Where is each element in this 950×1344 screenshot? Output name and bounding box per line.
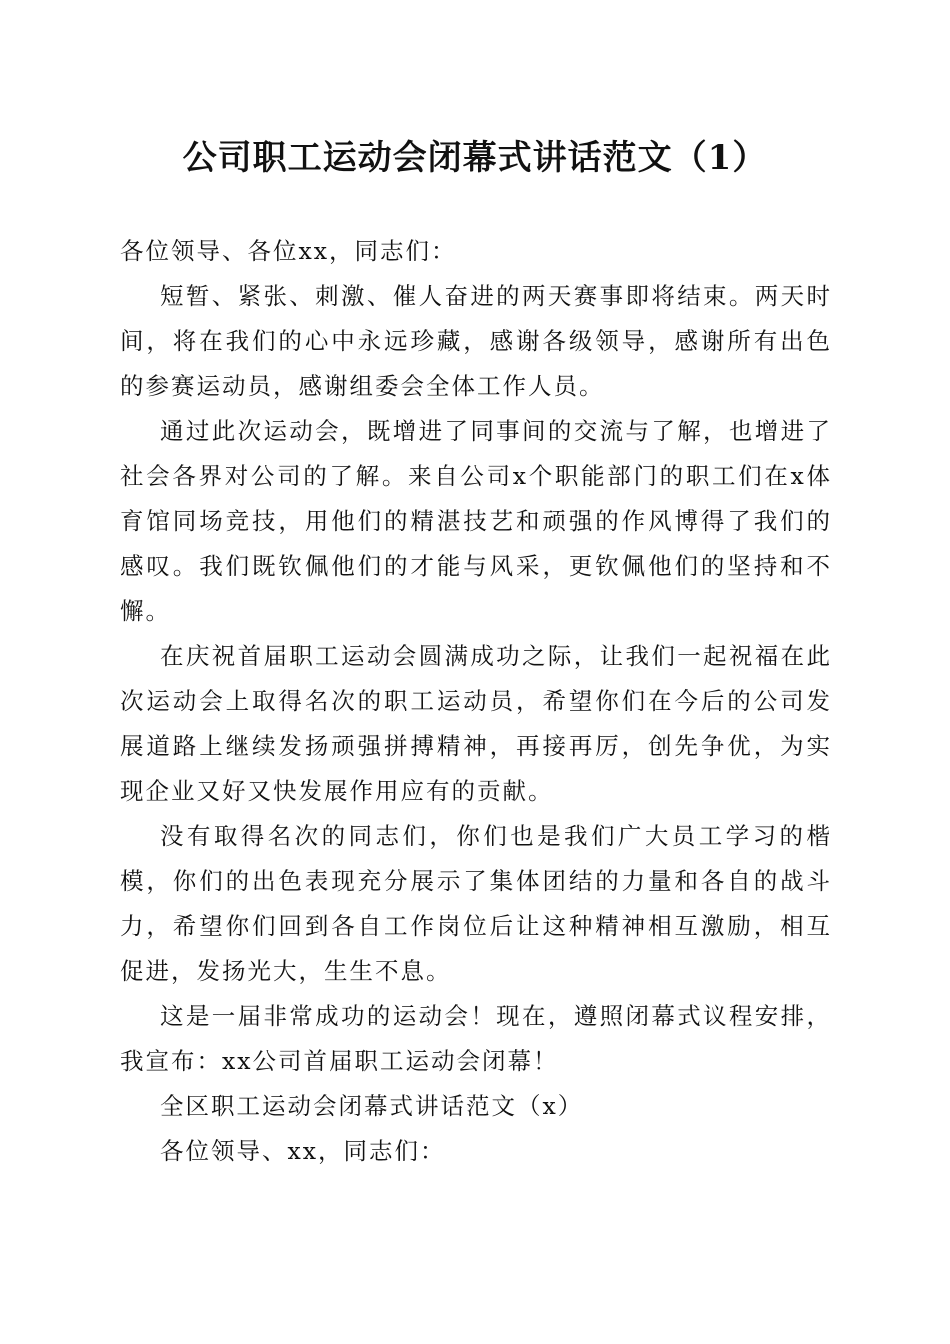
paragraph-4: 没有取得名次的同志们，你们也是我们广大员工学习的楷模，你们的出色表现充分展示了集体团结的力量和各自的战斗力，希望你们回到各自工作岗位后让这种精神相互激励，相互促进，发扬光大，生生不息。 [120, 822, 832, 985]
paragraph-3: 在庆祝首届职工运动会圆满成功之际，让我们一起祝福在此次运动会上取得名次的职工运动员，希望你们在今后的公司发展道路上继续发扬顽强拼搏精神，再接再厉，创先争优，为实现企业又好又快发展作用应有的贡献。 [120, 642, 832, 805]
paragraph-5: 这是一届非常成功的运动会！现在，遵照闭幕式议程安排，我宣布：xx公司首届职工运动会闭幕！ [120, 1002, 832, 1075]
paragraph-2: 通过此次运动会，既增进了同事间的交流与了解，也增进了社会各界对公司的了解。来自公司x个职能部门的职工们在x体育馆同场竞技，用他们的精湛技艺和顽强的作风博得了我们的感叹。我们既钦佩他们的才能与风采，更钦佩他们的坚持和不懈。 [120, 417, 832, 625]
paragraph-salutation: 各位领导、各位xx，同志们： [120, 237, 457, 265]
paragraph-subtitle: 全区职工运动会闭幕式讲话范文（x） [160, 1092, 584, 1120]
paragraph-1: 短暂、紧张、刺激、催人奋进的两天赛事即将结束。两天时间，将在我们的心中永远珍藏，感谢各级领导，感谢所有出色的参赛运动员，感谢组委会全体工作人员。 [120, 282, 832, 400]
document-title: 公司职工运动会闭幕式讲话范文（1） [182, 138, 768, 178]
document-body [120, 229, 832, 1174]
paragraph-salutation-2: 各位领导、xx，同志们： [160, 1137, 446, 1165]
